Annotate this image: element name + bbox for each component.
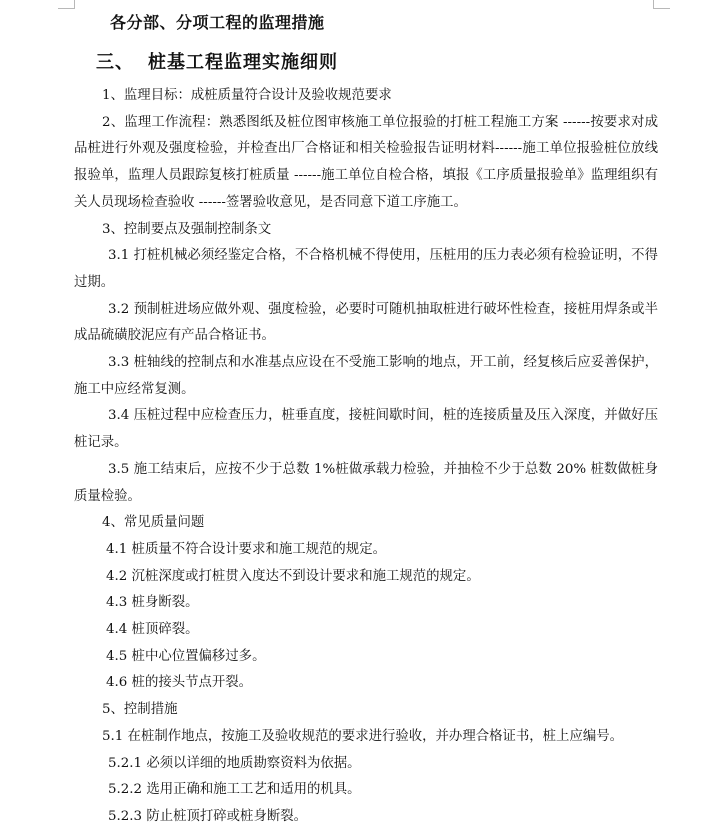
chapter-number: 三、 xyxy=(96,52,134,73)
paragraph: 4.5 桩中心位置偏移过多。 xyxy=(106,648,266,664)
paragraph: 3.3 桩轴线的控制点和水准基点应设在不受施工影响的地点，开工前，经复核后应妥善保护，施工中应经常复测。 xyxy=(74,355,658,397)
section-heading: 各分部、分项工程的监理措施 xyxy=(110,13,325,32)
paragraph: 4.1 桩质量不符合设计要求和施工规范的规定。 xyxy=(106,541,386,557)
paragraph: 4.3 桩身断裂。 xyxy=(106,595,199,611)
paragraph: 3.1 打桩机械必须经鉴定合格，不合格机械不得使用，压桩用的压力表必须有检验证明，不得过期。 xyxy=(74,248,658,290)
paragraph: 3.4 压桩过程中应检查压力，桩垂直度，接桩间歇时间，桩的连接质量及压入深度，并做好压桩记录。 xyxy=(74,408,658,451)
paragraph: 4.6 桩的接头节点开裂。 xyxy=(106,675,253,691)
paragraph: 5.2.2 选用正确和施工工艺和适用的机具。 xyxy=(108,782,361,798)
paragraph: 5.2.1 必须以详细的地质勘察资料为依据。 xyxy=(108,755,361,771)
paragraph: 3.5 施工结束后，应按不少于总数 1%桩做承载力检验，并抽检不少于总数 20% 桩数做桩身质量检验。 xyxy=(74,461,658,504)
page-corner-mark-right xyxy=(653,0,670,9)
paragraph: 1、监理目标：成桩质量符合设计及验收规范要求 xyxy=(102,88,392,103)
paragraph: 3.2 预制桩进场应做外观、强度检验，必要时可随机抽取桩进行破坏性检查，接桩用焊条或半成品硫磺胶泥应有产品合格证书。 xyxy=(74,301,658,344)
paragraph: 3、控制要点及强制控制条文 xyxy=(102,221,272,237)
paragraph: 5.1 在桩制作地点，按施工及验收规范的要求进行验收，并办理合格证书，桩上应编号。 xyxy=(102,728,624,744)
chapter-title: 桩基工程监理实施细则 xyxy=(148,52,338,73)
paragraph: 4、常见质量问题 xyxy=(102,515,205,531)
paragraph: 4.2 沉桩深度或打桩贯入度达不到设计要求和施工规范的规定。 xyxy=(106,568,480,584)
page-corner-mark-left xyxy=(58,0,75,9)
paragraph: 5.2.3 防止桩顶打碎或桩身断裂。 xyxy=(108,808,308,824)
paragraph: 4.4 桩顶碎裂。 xyxy=(106,622,199,638)
document-body xyxy=(74,83,658,831)
paragraph: 2、监理工作流程：熟悉图纸及桩位图审核施工单位报验的打桩工程施工方案 ------按要求对成品桩进行外观及强度检验，并检查出厂合格证和相关检验报告证明材料------施工单位报验桩位放线报验单，监理人员跟踪复核打桩质量 ------施工单位自检合格，填报《工序质量报验单》监理组织有关人员现场检查验收 ------签署验收意见，是否同意下道工序施工。 xyxy=(74,114,658,210)
chapter-heading xyxy=(96,48,338,74)
paragraph: 5、控制措施 xyxy=(102,702,178,718)
